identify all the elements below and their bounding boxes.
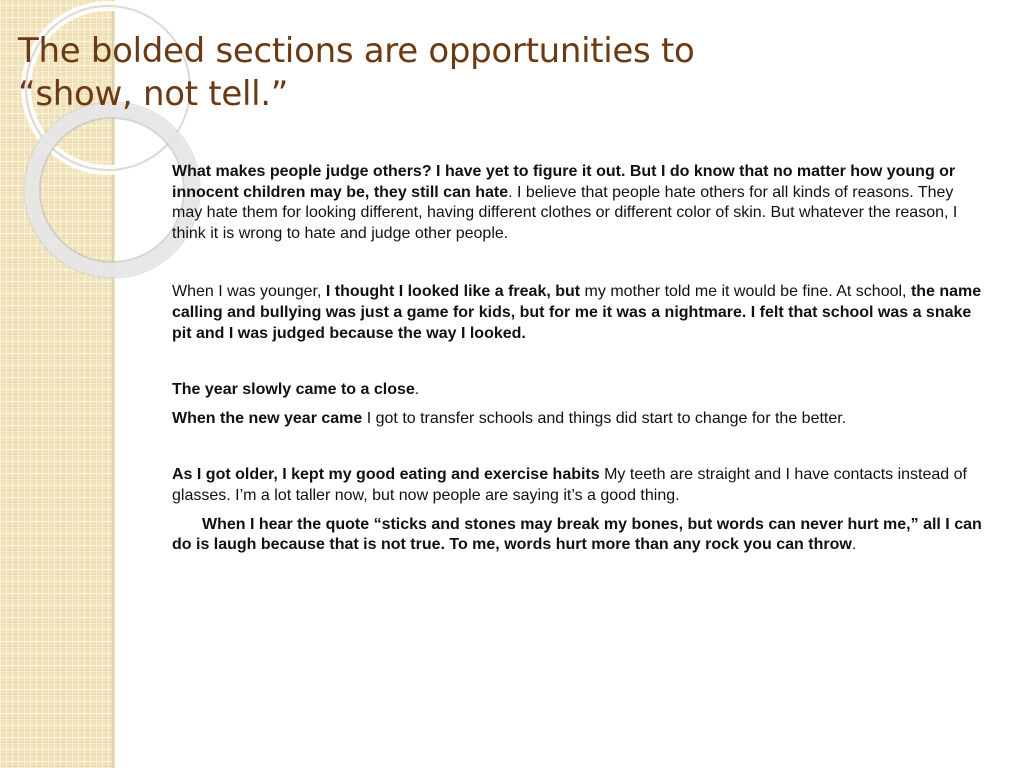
bold-phrase: The year slowly came to a close <box>172 381 415 399</box>
slide-title-line2: “show, not tell.” <box>18 74 289 114</box>
paragraph-new-year <box>172 409 984 430</box>
plain-text: . <box>851 536 857 554</box>
paragraph-older <box>172 465 984 506</box>
slide-title-line1: The bolded sections are opportunities to <box>18 31 695 71</box>
plain-text: When I was younger, <box>172 283 326 301</box>
bold-phrase: When I hear the quote “sticks and stones may break my bones, but words can never hurt me,” all I can do is laugh because that is not true. To me, words hurt more than any rock you can throw <box>172 515 982 554</box>
slide-title <box>18 30 818 116</box>
paragraph-younger <box>172 282 984 344</box>
paragraph-quote <box>172 515 984 556</box>
plain-text: My teeth are straight and I have contacts instead of glasses. I’m a lot taller now, but now people are saying it’s a good thing. <box>172 466 967 504</box>
plain-text: my mother told me it would be fine. At school, <box>580 283 911 301</box>
plain-text: . I believe that people hate others for all kinds of reasons. They may hate them for looking different, having different clothes or different color of skin. But whatever the reason, I think it is wrong to hate and judge other people. <box>172 183 958 242</box>
bold-phrase: As I got older, I kept my good eating and exercise habits <box>172 466 600 484</box>
bold-phrase: What makes people judge others? I have yet to figure it out. But I do know that no matter how young or innocent children may be, they still can hate <box>172 163 956 201</box>
paragraph-year-close <box>172 380 984 401</box>
bold-phrase: When the new year came <box>172 409 363 427</box>
bold-phrase: I thought I looked like a freak, but <box>325 283 581 301</box>
slide-body <box>172 162 984 556</box>
bold-phrase: the name calling and bullying was just a game for kids, but for me it was a nightmare. I felt that school was a snake pit and I was judged because the way I looked. <box>172 283 982 342</box>
plain-text: I got to transfer schools and things did start to change for the better. <box>362 409 847 427</box>
paragraph-judging <box>172 162 984 244</box>
plain-text: . <box>414 381 420 399</box>
